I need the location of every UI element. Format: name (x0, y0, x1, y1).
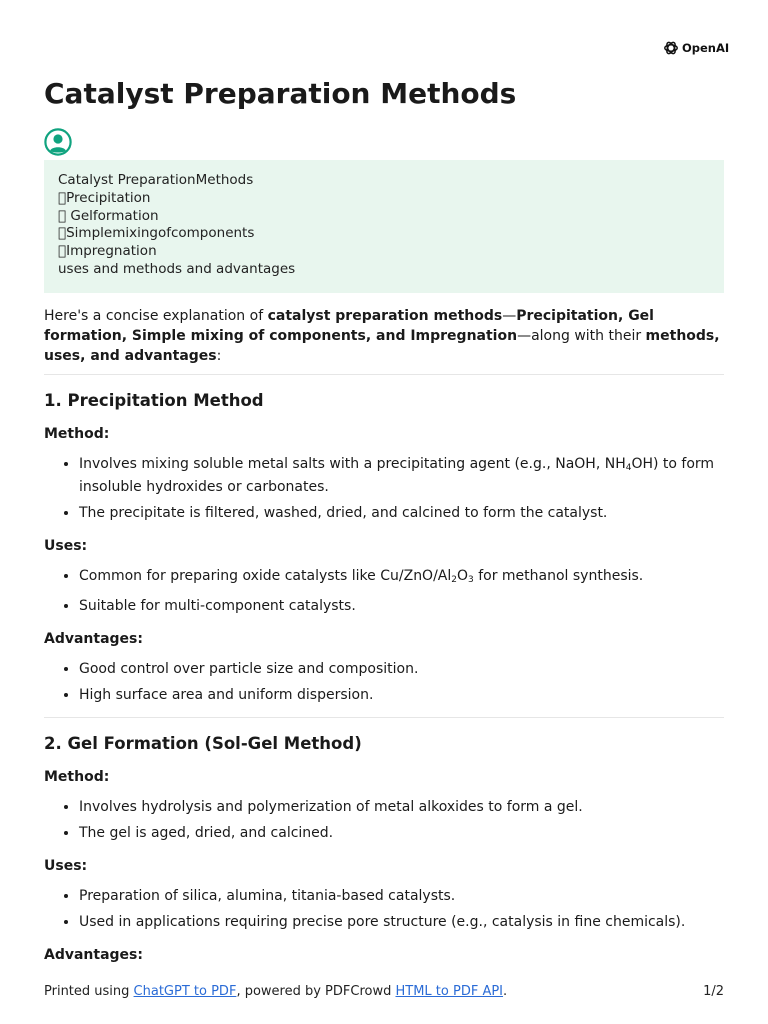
list-item: • Preparation of silica, alumina, titania-based catalysts. (79, 887, 724, 906)
list-item-text: Involves mixing soluble metal salts with a precipitating agent (e.g., NaOH, NH (79, 455, 626, 472)
list-item (79, 455, 724, 497)
subscript: 4 (625, 462, 632, 473)
uses-label: Uses: (44, 537, 88, 554)
subscript: 2 (451, 574, 457, 585)
chatgpt-to-pdf-link[interactable]: ChatGPT to PDF (133, 984, 237, 999)
openai-logo-icon (663, 40, 679, 56)
list-item: • Involves hydrolysis and polymerization of metal alkoxides to form a gel. (79, 798, 724, 817)
list-item-text: for methanol synthesis. (473, 567, 644, 584)
intro-bold: methods, uses, and advantages (44, 327, 720, 364)
prompt-line: Gelformation (58, 207, 155, 224)
section-divider (44, 374, 724, 375)
list-item-text: OH) to form insoluble hydroxides or carbonates. (79, 455, 715, 495)
intro-paragraph (44, 306, 724, 366)
list-item (79, 567, 724, 590)
html-to-pdf-api-link[interactable]: HTML to PDF API (395, 984, 504, 999)
list-item: • The gel is aged, dried, and calcined. (79, 824, 724, 843)
footer-text: , powered by PDFCrowd (236, 984, 396, 999)
list-item (79, 597, 724, 616)
intro-text: — (502, 307, 517, 324)
method-list (44, 455, 724, 523)
advantages-label: Advantages: (44, 630, 143, 647)
list-item: • High surface area and uniform dispersion. (79, 686, 724, 705)
list-item (79, 504, 724, 523)
section-divider (44, 717, 724, 718)
uses-label: Uses: (44, 857, 88, 874)
section-heading: 1. Precipitation Method (44, 390, 264, 410)
intro-text: : (216, 347, 222, 364)
prompt-line: Catalyst PreparationMethods (58, 172, 254, 188)
method-label: Method: (44, 425, 110, 442)
intro-bold: Precipitation, Gel formation, Simple mixing of components, and Impregnation (44, 307, 654, 344)
page-number: 1/2 (703, 984, 724, 999)
user-avatar (44, 128, 72, 156)
prompt-line: Impregnation (58, 243, 153, 260)
page-title: Catalyst Preparation Methods (44, 77, 517, 110)
page-footer (44, 984, 724, 999)
intro-text: Here's a concise explanation of (44, 307, 268, 324)
page-content (44, 74, 724, 964)
footer-credit (44, 984, 507, 999)
prompt-line: uses and methods and advantages (58, 260, 296, 277)
subscript: 3 (468, 574, 474, 585)
footer-text: Printed using (44, 984, 134, 999)
advantages-list (44, 660, 724, 705)
prompt-line: Simplemixingofcomponents (58, 225, 251, 242)
list-item: • Good control over particle size and composition. (79, 660, 724, 679)
list-item-text: Suitable for multi-component catalysts. (79, 597, 356, 614)
intro-text: —along with their (517, 327, 646, 344)
intro-bold: catalyst preparation methods (267, 307, 503, 324)
list-item-text: The precipitate is filtered, washed, dried, and calcined to form the catalyst. (79, 504, 608, 521)
prompt-line: Precipitation (58, 189, 147, 206)
uses-list (44, 567, 724, 616)
advantages-label: Advantages: (44, 946, 143, 963)
user-icon (44, 128, 72, 156)
list-item: • Used in applications requiring precise pore structure (e.g., catalysis in fine chemicals). (79, 913, 724, 932)
method-list (44, 798, 724, 843)
brand-name: OpenAI (682, 41, 730, 55)
list-item-text: O (457, 567, 469, 584)
section-heading: 2. Gel Formation (Sol-Gel Method) (44, 733, 362, 753)
list-item-text: Common for preparing oxide catalysts like Cu/ZnO/Al (79, 567, 452, 584)
footer-text: . (503, 984, 508, 999)
user-prompt-box (44, 160, 724, 293)
uses-list (44, 887, 724, 932)
openai-brand (663, 40, 729, 56)
method-label: Method: (44, 768, 110, 785)
